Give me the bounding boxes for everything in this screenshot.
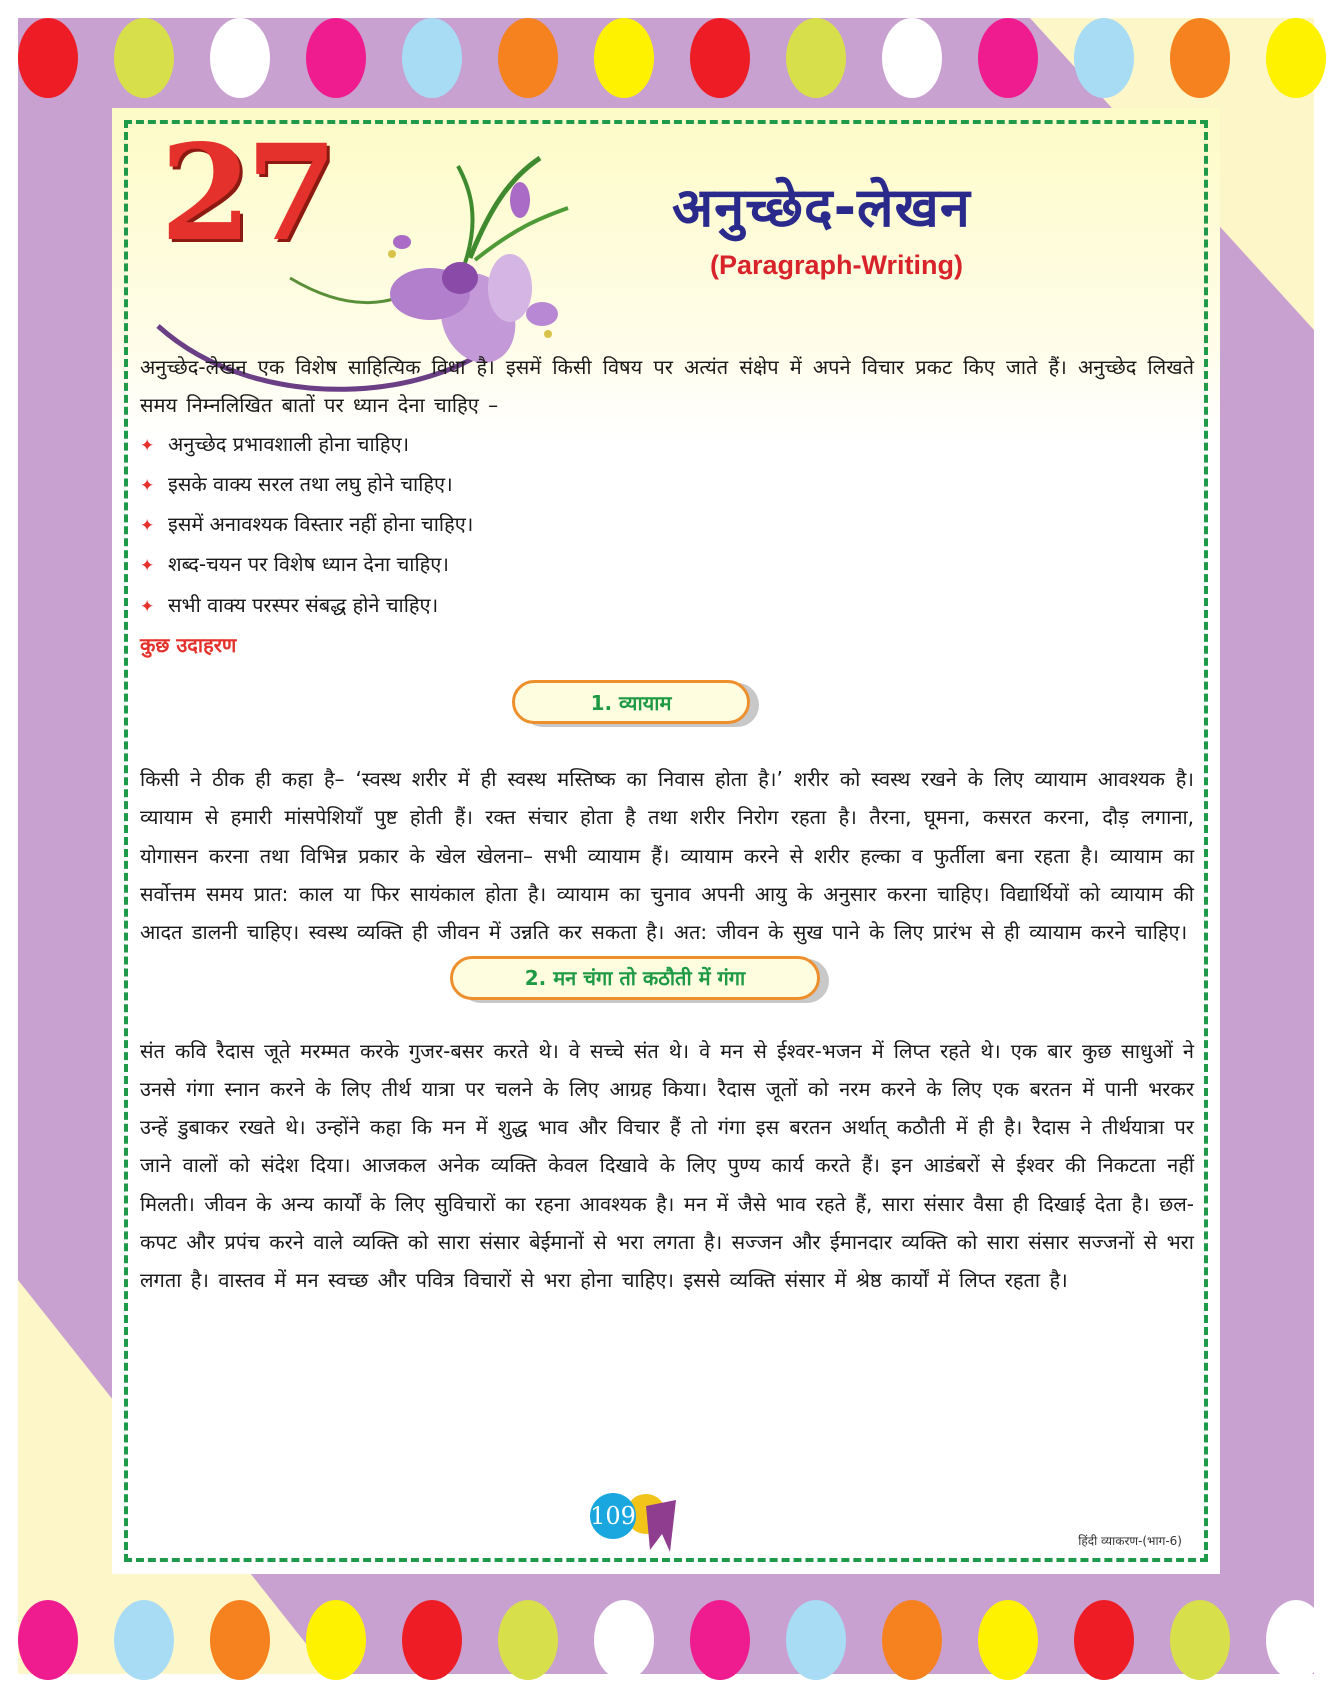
example-heading-exercise: 1. व्यायाम: [512, 680, 750, 724]
decorative-dot: [498, 18, 558, 98]
book-title-footer: हिंदी व्याकरण-(भाग-6): [1078, 1534, 1182, 1548]
bullet-star-icon: ✦: [140, 475, 155, 496]
decorative-dot: [18, 18, 78, 98]
examples-heading: कुछ उदाहरण: [140, 633, 237, 658]
decorative-dot: [306, 1600, 366, 1680]
decorative-dot: [594, 1600, 654, 1680]
decorative-dot: [1074, 1600, 1134, 1680]
rule-item: [140, 465, 1194, 505]
example-heading-container: [140, 952, 1194, 1032]
decorative-dot: [594, 18, 654, 98]
bullet-star-icon: ✦: [140, 435, 155, 456]
rules-list: [140, 425, 1194, 626]
intro-paragraph: अनुच्छेद-लेखन एक विशेष साहित्यिक विधा है। इसमें किसी विषय पर अत्यंत संक्षेप में अपने विचार प्रकट किए जाते हैं। अनुच्छेद लिखते समय निम्नलिखित बातों पर ध्यान देना चाहिए –: [140, 355, 1194, 418]
decorative-dot: [402, 18, 462, 98]
chapter-number: 27: [160, 116, 332, 271]
example-heading-container: [140, 664, 1194, 760]
decorative-dot: [690, 18, 750, 98]
decorative-dot: [210, 1600, 270, 1680]
example-paragraph-exercise: किसी ने ठीक ही कहा है– ‘स्वस्थ शरीर में ही स्वस्थ मस्तिष्क का निवास होता है।’ शरीर को स्वस्थ रखने के लिए व्यायाम आवश्यक है। व्यायाम से हमारी मांसपेशियाँ पुष्ट होती हैं। रक्त संचार होता है तथा शरीर निरोग रहता है। तैरना, घूमना, कसरत करना, दौड़ लगाना, योगासन करना तथा विभिन्न प्रकार के खेल खेलना– सभी व्यायाम हैं। व्यायाम करने से शरीर हल्का व फुर्तीला बना रहता है। व्यायाम का सर्वोत्तम समय प्रात: काल या फिर सायंकाल होता है। व्यायाम का चुनाव अपनी आयु के अनुसार करना चाहिए। विद्यार्थियों को व्यायाम की आदत डालनी चाहिए। स्वस्थ व्यक्ति ही जीवन में उन्नति कर सकता है। अत: जीवन के सुख पाने के लिए प्रारंभ से ही व्यायाम करने चाहिए।: [140, 767, 1194, 945]
example-heading-proverb: 2. मन चंगा तो कठौती में गंगा: [450, 956, 820, 1000]
page-number-badge: 109: [590, 1493, 636, 1539]
example-paragraph-proverb: संत कवि रैदास जूते मरम्मत करके गुजर-बसर करते थे। वे सच्चे संत थे। वे मन से ईश्वर-भजन में लिप्त रहते थे। एक बार कुछ साधुओं ने उनसे गंगा स्नान करने के लिए तीर्थ यात्रा पर चलने के लिए आग्रह किया। रैदास जूतों को नरम करने के लिए एक बरतन में पानी भरकर उन्हें डुबाकर रखते थे। उन्होंने कहा कि मन में शुद्ध भाव और विचार हैं तो गंगा इस बरतन अर्थात् कठौती में ही है। रैदास ने तीर्थयात्रा पर जाने वालों को संदेश दिया। आजकल अनेक व्यक्ति केवल दिखावे के लिए पुण्य कार्य करते हैं। इन आडंबरों से ईश्वर की निकटता नहीं मिलती। जीवन के अन्य कार्यों के लिए सुविचारों का रहना आवश्यक है। मन में जैसे भाव रहते हैं, सारा संसार वैसा ही दिखाई देता है। छल-कपट और प्रपंच करने वाले व्यक्ति को सारा संसार बेईमानों से भरा लगता है। सज्जन और ईमानदार व्यक्ति को सारा संसार सज्जनों से भरा लगता है। वास्तव में मन स्वच्छ और पवित्र विचारों से भरा होना चाहिए। इससे व्यक्ति संसार में श्रेष्ठ कार्यों में लिप्त रहता है।: [140, 1038, 1194, 1293]
rule-text: इसके वाक्य सरल तथा लघु होने चाहिए।: [168, 471, 453, 496]
rule-text: सभी वाक्य परस्पर संबद्ध होने चाहिए।: [168, 592, 439, 617]
decorative-dot: [882, 18, 942, 98]
decorative-dot: [1266, 1600, 1326, 1680]
decorative-dot: [978, 18, 1038, 98]
decorative-dot: [786, 1600, 846, 1680]
decorative-dot: [114, 18, 174, 98]
decorative-dot: [210, 18, 270, 98]
rule-text: शब्द-चयन पर विशेष ध्यान देना चाहिए।: [168, 552, 449, 577]
decorative-dot: [306, 18, 366, 98]
rule-item: [140, 425, 1194, 465]
decorative-dot: [1266, 18, 1326, 98]
decorative-dot: [786, 18, 846, 98]
decorative-dot: [18, 1600, 78, 1680]
decorative-dot: [882, 1600, 942, 1680]
rule-item: [140, 545, 1194, 585]
bullet-star-icon: ✦: [140, 516, 155, 537]
decorative-dot: [978, 1600, 1038, 1680]
chapter-title-hindi: अनुच्छेद-लेखन: [672, 176, 971, 239]
decorative-dot: [1170, 1600, 1230, 1680]
decorative-dot: [402, 1600, 462, 1680]
rule-item: [140, 586, 1194, 626]
rule-text: अनुच्छेद प्रभावशाली होना चाहिए।: [168, 431, 410, 456]
page-sheet: [112, 108, 1220, 1574]
decorative-dot: [1074, 18, 1134, 98]
bullet-star-icon: ✦: [140, 556, 155, 577]
decorative-dot: [114, 1600, 174, 1680]
chapter-title-english: (Paragraph-Writing): [710, 250, 964, 280]
chapter-content: [140, 348, 1194, 1300]
bullet-star-icon: ✦: [140, 596, 155, 617]
decorative-dot: [1170, 18, 1230, 98]
rule-item: [140, 505, 1194, 545]
decorative-dot: [498, 1600, 558, 1680]
rule-text: इसमें अनावश्यक विस्तार नहीं होना चाहिए।: [168, 512, 474, 537]
decorative-dot: [690, 1600, 750, 1680]
